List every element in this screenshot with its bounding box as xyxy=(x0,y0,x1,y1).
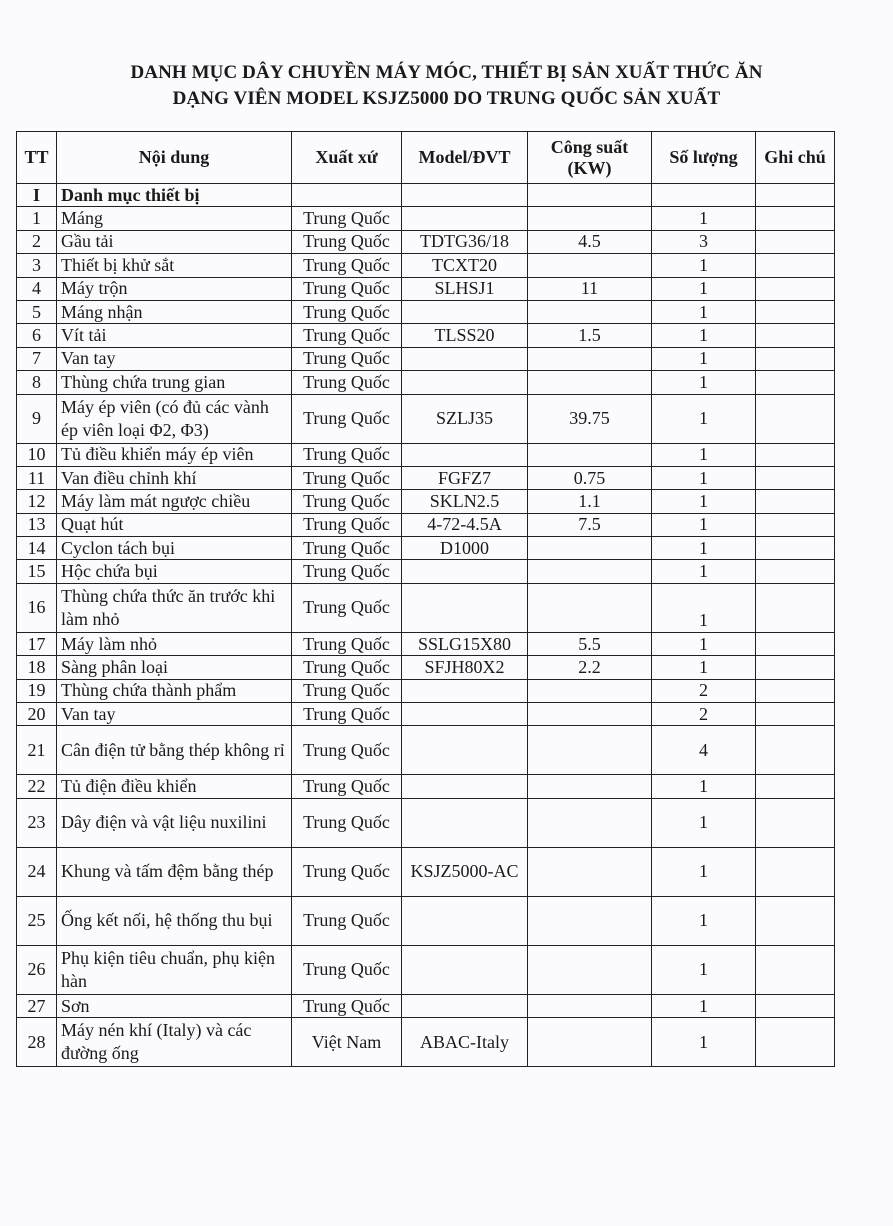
cell-origin: Trung Quốc xyxy=(292,347,402,370)
table-row xyxy=(17,254,835,277)
cell-name: Vít tải xyxy=(57,324,292,347)
cell-power xyxy=(528,537,652,560)
cell-quantity: 4 xyxy=(652,726,756,775)
cell-model xyxy=(402,775,528,798)
cell-origin: Trung Quốc xyxy=(292,230,402,253)
cell-name: Dây điện và vật liệu nuxilini xyxy=(57,798,292,847)
cell-quantity: 1 xyxy=(652,583,756,632)
table-row xyxy=(17,847,835,896)
table-row xyxy=(17,994,835,1017)
table-row xyxy=(17,466,835,489)
cell-tt: 22 xyxy=(17,775,57,798)
table-row xyxy=(17,230,835,253)
cell-note xyxy=(756,490,835,513)
cell-name: Cân điện tử bằng thép không rỉ xyxy=(57,726,292,775)
cell-model: ABAC-Italy xyxy=(402,1018,528,1067)
cell-name: Van tay xyxy=(57,703,292,726)
table-row xyxy=(17,371,835,394)
table-row xyxy=(17,583,835,632)
cell-quantity: 1 xyxy=(652,300,756,323)
cell-tt: 11 xyxy=(17,466,57,489)
cell-power: 7.5 xyxy=(528,513,652,536)
table-row xyxy=(17,679,835,702)
cell-name: Hộc chứa bụi xyxy=(57,560,292,583)
cell-note xyxy=(756,443,835,466)
cell-quantity: 1 xyxy=(652,632,756,655)
cell-note xyxy=(756,994,835,1017)
cell-tt: 10 xyxy=(17,443,57,466)
cell-name: Máy nén khí (Italy) và các đường ống xyxy=(57,1018,292,1067)
header-note: Ghi chú xyxy=(756,132,835,184)
cell-quantity: 1 xyxy=(652,466,756,489)
cell-origin: Trung Quốc xyxy=(292,656,402,679)
document-title xyxy=(0,60,893,112)
cell-note xyxy=(756,896,835,945)
cell-model: SKLN2.5 xyxy=(402,490,528,513)
cell-note xyxy=(756,632,835,655)
cell-power: 1.1 xyxy=(528,490,652,513)
section-row xyxy=(17,184,835,207)
cell-note xyxy=(756,347,835,370)
header-origin: Xuất xứ xyxy=(292,132,402,184)
table-row xyxy=(17,1018,835,1067)
cell-quantity: 1 xyxy=(652,798,756,847)
table-row xyxy=(17,324,835,347)
cell-note xyxy=(756,537,835,560)
cell-power: 5.5 xyxy=(528,632,652,655)
cell-power xyxy=(528,1018,652,1067)
cell-model xyxy=(402,994,528,1017)
cell-power xyxy=(528,945,652,994)
cell-origin: Việt Nam xyxy=(292,1018,402,1067)
section-name: Danh mục thiết bị xyxy=(57,184,292,207)
cell-quantity: 1 xyxy=(652,371,756,394)
cell-tt: 8 xyxy=(17,371,57,394)
cell-power: 11 xyxy=(528,277,652,300)
cell-tt: 17 xyxy=(17,632,57,655)
cell-tt: 9 xyxy=(17,394,57,443)
cell-model: SZLJ35 xyxy=(402,394,528,443)
cell-power xyxy=(528,847,652,896)
cell-origin: Trung Quốc xyxy=(292,277,402,300)
cell-model xyxy=(402,207,528,230)
cell-tt: 7 xyxy=(17,347,57,370)
cell-power: 4.5 xyxy=(528,230,652,253)
cell-quantity: 1 xyxy=(652,896,756,945)
cell-power xyxy=(528,726,652,775)
cell-name: Thùng chứa thức ăn trước khi làm nhỏ xyxy=(57,583,292,632)
cell-quantity: 2 xyxy=(652,679,756,702)
table-row xyxy=(17,656,835,679)
cell-note xyxy=(756,1018,835,1067)
cell-tt: 25 xyxy=(17,896,57,945)
cell-origin: Trung Quốc xyxy=(292,583,402,632)
section-tt: I xyxy=(17,184,57,207)
cell-tt: 19 xyxy=(17,679,57,702)
cell-quantity: 1 xyxy=(652,513,756,536)
cell-name: Máng nhận xyxy=(57,300,292,323)
cell-note xyxy=(756,726,835,775)
cell-quantity: 1 xyxy=(652,490,756,513)
cell-name: Van điều chỉnh khí xyxy=(57,466,292,489)
cell-quantity: 1 xyxy=(652,1018,756,1067)
cell-tt: 21 xyxy=(17,726,57,775)
table-row xyxy=(17,490,835,513)
cell-tt: 24 xyxy=(17,847,57,896)
cell-note xyxy=(756,583,835,632)
cell-tt: 18 xyxy=(17,656,57,679)
table-row xyxy=(17,207,835,230)
cell-tt: 20 xyxy=(17,703,57,726)
cell-name: Khung và tấm đệm bằng thép xyxy=(57,847,292,896)
cell-model: KSJZ5000-AC xyxy=(402,847,528,896)
cell-tt: 16 xyxy=(17,583,57,632)
cell-name: Tủ điện điều khiển xyxy=(57,775,292,798)
cell-tt: 23 xyxy=(17,798,57,847)
cell-origin: Trung Quốc xyxy=(292,703,402,726)
cell-tt: 1 xyxy=(17,207,57,230)
cell-name: Phụ kiện tiêu chuẩn, phụ kiện hàn xyxy=(57,945,292,994)
cell-model: SSLG15X80 xyxy=(402,632,528,655)
cell-origin: Trung Quốc xyxy=(292,945,402,994)
cell-model: TCXT20 xyxy=(402,254,528,277)
cell-origin: Trung Quốc xyxy=(292,847,402,896)
cell-tt: 12 xyxy=(17,490,57,513)
cell-quantity: 1 xyxy=(652,394,756,443)
cell-power xyxy=(528,371,652,394)
cell-name: Máy làm mát ngược chiều xyxy=(57,490,292,513)
cell-tt: 13 xyxy=(17,513,57,536)
cell-name: Sơn xyxy=(57,994,292,1017)
header-row xyxy=(17,132,835,184)
table-row xyxy=(17,537,835,560)
header-power: Công suất (KW) xyxy=(528,132,652,184)
cell-name: Cyclon tách bụi xyxy=(57,537,292,560)
cell-power xyxy=(528,703,652,726)
header-quantity: Số lượng xyxy=(652,132,756,184)
cell-quantity: 2 xyxy=(652,703,756,726)
cell-name: Van tay xyxy=(57,347,292,370)
cell-quantity: 1 xyxy=(652,537,756,560)
cell-model: SFJH80X2 xyxy=(402,656,528,679)
cell-power xyxy=(528,207,652,230)
cell-origin: Trung Quốc xyxy=(292,798,402,847)
cell-note xyxy=(756,679,835,702)
cell-quantity: 1 xyxy=(652,775,756,798)
cell-origin: Trung Quốc xyxy=(292,537,402,560)
table-row xyxy=(17,347,835,370)
cell-origin: Trung Quốc xyxy=(292,371,402,394)
cell-origin: Trung Quốc xyxy=(292,254,402,277)
cell-power: 0.75 xyxy=(528,466,652,489)
cell-origin: Trung Quốc xyxy=(292,443,402,466)
cell-power xyxy=(528,347,652,370)
cell-power: 1.5 xyxy=(528,324,652,347)
cell-origin: Trung Quốc xyxy=(292,490,402,513)
table-row xyxy=(17,726,835,775)
cell-model xyxy=(402,896,528,945)
cell-origin: Trung Quốc xyxy=(292,560,402,583)
header-tt: TT xyxy=(17,132,57,184)
cell-quantity: 1 xyxy=(652,560,756,583)
cell-note xyxy=(756,703,835,726)
cell-note xyxy=(756,394,835,443)
cell-origin: Trung Quốc xyxy=(292,300,402,323)
table-row xyxy=(17,513,835,536)
cell-model xyxy=(402,798,528,847)
cell-power: 2.2 xyxy=(528,656,652,679)
cell-quantity: 1 xyxy=(652,656,756,679)
cell-name: Tủ điều khiển máy ép viên xyxy=(57,443,292,466)
cell-model xyxy=(402,371,528,394)
cell-model xyxy=(402,726,528,775)
cell-power xyxy=(528,679,652,702)
cell-note xyxy=(756,847,835,896)
header-content: Nội dung xyxy=(57,132,292,184)
cell-name: Máy trộn xyxy=(57,277,292,300)
cell-model xyxy=(402,583,528,632)
table-row xyxy=(17,632,835,655)
cell-power xyxy=(528,583,652,632)
cell-quantity: 1 xyxy=(652,277,756,300)
cell-note xyxy=(756,560,835,583)
cell-model xyxy=(402,300,528,323)
cell-model: TDTG36/18 xyxy=(402,230,528,253)
cell-name: Máy làm nhỏ xyxy=(57,632,292,655)
cell-name: Sàng phân loại xyxy=(57,656,292,679)
cell-power: 39.75 xyxy=(528,394,652,443)
cell-note xyxy=(756,513,835,536)
table-row xyxy=(17,277,835,300)
cell-tt: 27 xyxy=(17,994,57,1017)
cell-name: Thùng chứa trung gian xyxy=(57,371,292,394)
cell-model xyxy=(402,679,528,702)
table-row xyxy=(17,945,835,994)
cell-power xyxy=(528,896,652,945)
cell-model xyxy=(402,560,528,583)
cell-note xyxy=(756,775,835,798)
table-row xyxy=(17,798,835,847)
cell-tt: 6 xyxy=(17,324,57,347)
cell-origin: Trung Quốc xyxy=(292,513,402,536)
cell-power xyxy=(528,254,652,277)
cell-note xyxy=(756,300,835,323)
cell-name: Quạt hút xyxy=(57,513,292,536)
cell-tt: 3 xyxy=(17,254,57,277)
cell-quantity: 1 xyxy=(652,254,756,277)
cell-power xyxy=(528,775,652,798)
cell-tt: 15 xyxy=(17,560,57,583)
cell-origin: Trung Quốc xyxy=(292,726,402,775)
cell-origin: Trung Quốc xyxy=(292,679,402,702)
cell-note xyxy=(756,466,835,489)
cell-note xyxy=(756,656,835,679)
cell-name: Ống kết nối, hệ thống thu bụi xyxy=(57,896,292,945)
cell-note xyxy=(756,371,835,394)
cell-origin: Trung Quốc xyxy=(292,466,402,489)
cell-model: TLSS20 xyxy=(402,324,528,347)
cell-power xyxy=(528,560,652,583)
cell-quantity: 1 xyxy=(652,207,756,230)
cell-quantity: 1 xyxy=(652,443,756,466)
cell-note xyxy=(756,798,835,847)
cell-note xyxy=(756,945,835,994)
cell-tt: 14 xyxy=(17,537,57,560)
cell-power xyxy=(528,443,652,466)
table-row xyxy=(17,703,835,726)
cell-power xyxy=(528,798,652,847)
cell-origin: Trung Quốc xyxy=(292,324,402,347)
cell-quantity: 1 xyxy=(652,324,756,347)
cell-quantity: 1 xyxy=(652,994,756,1017)
cell-tt: 28 xyxy=(17,1018,57,1067)
cell-name: Thùng chứa thành phẩm xyxy=(57,679,292,702)
cell-origin: Trung Quốc xyxy=(292,994,402,1017)
cell-note xyxy=(756,207,835,230)
cell-origin: Trung Quốc xyxy=(292,896,402,945)
cell-power xyxy=(528,300,652,323)
cell-model xyxy=(402,347,528,370)
cell-origin: Trung Quốc xyxy=(292,394,402,443)
cell-note xyxy=(756,277,835,300)
table-row xyxy=(17,775,835,798)
table-row xyxy=(17,896,835,945)
table-row xyxy=(17,560,835,583)
cell-tt: 26 xyxy=(17,945,57,994)
cell-model: D1000 xyxy=(402,537,528,560)
cell-tt: 2 xyxy=(17,230,57,253)
cell-origin: Trung Quốc xyxy=(292,207,402,230)
title-line-1: DANH MỤC DÂY CHUYỀN MÁY MÓC, THIẾT BỊ SẢN XUẤT THỨC ĂN xyxy=(130,62,763,83)
cell-origin: Trung Quốc xyxy=(292,775,402,798)
cell-power xyxy=(528,994,652,1017)
cell-origin: Trung Quốc xyxy=(292,632,402,655)
cell-model: FGFZ7 xyxy=(402,466,528,489)
cell-model: SLHSJ1 xyxy=(402,277,528,300)
cell-name: Gầu tải xyxy=(57,230,292,253)
cell-note xyxy=(756,324,835,347)
cell-note xyxy=(756,254,835,277)
table-row xyxy=(17,300,835,323)
cell-name: Máng xyxy=(57,207,292,230)
title-line-2: DẠNG VIÊN MODEL KSJZ5000 DO TRUNG QUỐC SẢN XUẤT xyxy=(172,88,721,109)
cell-name: Thiết bị khử sắt xyxy=(57,254,292,277)
cell-quantity: 1 xyxy=(652,847,756,896)
cell-model xyxy=(402,703,528,726)
cell-quantity: 1 xyxy=(652,347,756,370)
table-row xyxy=(17,443,835,466)
cell-quantity: 1 xyxy=(652,945,756,994)
cell-tt: 5 xyxy=(17,300,57,323)
cell-tt: 4 xyxy=(17,277,57,300)
cell-model xyxy=(402,443,528,466)
cell-model: 4-72-4.5A xyxy=(402,513,528,536)
table-row xyxy=(17,394,835,443)
cell-model xyxy=(402,945,528,994)
equipment-table xyxy=(16,131,835,1067)
cell-note xyxy=(756,230,835,253)
cell-quantity: 3 xyxy=(652,230,756,253)
header-model: Model/ĐVT xyxy=(402,132,528,184)
cell-name: Máy ép viên (có đủ các vành ép viên loại Φ2, Φ3) xyxy=(57,394,292,443)
